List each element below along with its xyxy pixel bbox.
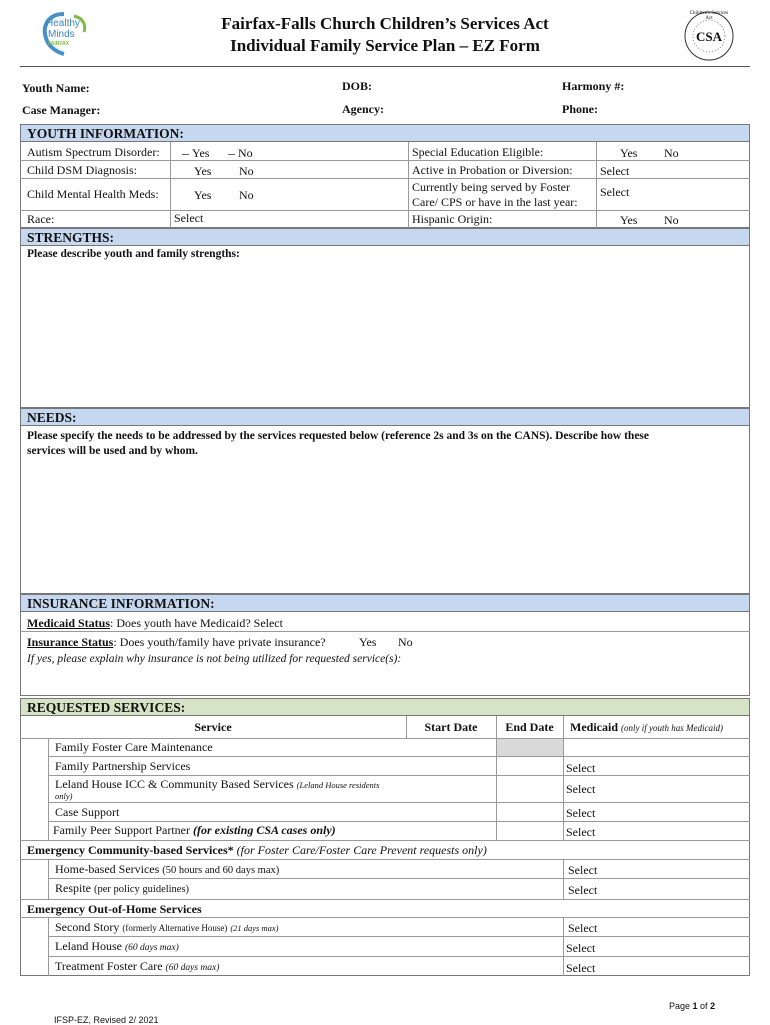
needs-heading: NEEDS: xyxy=(20,408,750,426)
strengths-prompt: Please describe youth and family strengths: xyxy=(27,248,240,260)
requested-services-heading: REQUESTED SERVICES: xyxy=(20,698,750,716)
grid-line xyxy=(48,917,49,976)
csa-seal xyxy=(680,10,738,62)
grid-line xyxy=(20,840,750,841)
dsm-label: Child DSM Diagnosis: xyxy=(27,163,138,177)
service-family-foster-care: Family Foster Care Maintenance xyxy=(55,740,213,754)
service-family-peer-support: Family Peer Support Partner (for existing CSA cases only) xyxy=(53,823,336,837)
grid-line xyxy=(170,142,171,228)
service-second-story: Second Story (formerly Alternative House) (21 days max) xyxy=(55,920,279,934)
col-start-date: Start Date xyxy=(424,720,478,734)
phone-label[interactable]: Phone: xyxy=(562,102,598,116)
meds-no[interactable]: No xyxy=(239,188,254,202)
service-home-based: Home-based Services (50 hours and 60 days max) xyxy=(55,862,280,876)
grid-line xyxy=(48,775,750,776)
dsm-no[interactable]: No xyxy=(239,164,254,178)
grid-line xyxy=(20,738,750,739)
select-treatment-foster-care[interactable]: Select xyxy=(566,961,596,975)
grid-line xyxy=(48,956,750,957)
needs-prompt-line1: Please specify the needs to be addressed by the services requested below (reference 2s and 3s on the CANS). Describe how these xyxy=(27,430,649,442)
insurance-explain-prompt[interactable]: If yes, please explain why insurance is not being utilized for requested service(s): xyxy=(27,653,402,665)
harmony-label[interactable]: Harmony #: xyxy=(562,79,625,93)
meds-label: Child Mental Health Meds: xyxy=(27,187,159,201)
grid-line xyxy=(48,878,750,879)
dob-label[interactable]: DOB: xyxy=(342,79,372,93)
foster-select[interactable]: Select xyxy=(600,185,630,199)
medicaid-status: Medicaid Status: Does youth have Medicaid? Select xyxy=(27,616,283,630)
sped-yes[interactable]: Yes xyxy=(620,146,638,160)
grid-line xyxy=(48,859,49,899)
logo-text-fairfax: FAIRFAX xyxy=(48,41,70,47)
select-home-based[interactable]: Select xyxy=(568,863,598,877)
col-service: Service xyxy=(194,720,232,734)
grid-line xyxy=(20,631,750,632)
grid-line xyxy=(20,178,750,179)
strengths-textarea[interactable] xyxy=(20,246,750,408)
grid-line xyxy=(20,899,750,900)
insurance-no[interactable]: No xyxy=(398,635,413,649)
grid-line xyxy=(20,917,750,918)
grid-line xyxy=(48,802,750,803)
service-family-partnership: Family Partnership Services xyxy=(55,759,191,773)
hispanic-no[interactable]: No xyxy=(664,213,679,227)
autism-yes[interactable]: Yes xyxy=(182,146,209,161)
race-label: Race: xyxy=(27,212,55,226)
hispanic-label: Hispanic Origin: xyxy=(412,212,493,226)
autism-no[interactable]: No xyxy=(228,146,253,161)
case-manager-label[interactable]: Case Manager: xyxy=(22,103,101,117)
select-leland-house-icc[interactable]: Select xyxy=(566,782,596,796)
insurance-yes[interactable]: Yes xyxy=(359,635,377,649)
probation-label: Active in Probation or Diversion: xyxy=(412,163,573,177)
select-second-story[interactable]: Select xyxy=(568,921,598,935)
sped-label: Special Education Eligible: xyxy=(412,145,544,159)
grid-line xyxy=(48,738,49,840)
form-title-line2: Individual Family Service Plan – EZ Form xyxy=(230,36,540,55)
service-leland-house: Leland House (60 days max) xyxy=(55,939,179,953)
meds-yes[interactable]: Yes xyxy=(194,188,212,202)
service-leland-house-icc: Leland House ICC & Community Based Services (Leland House residents xyxy=(55,777,380,791)
emergency-community-heading: Emergency Community-based Services* (for Foster Care/Foster Care Prevent requests only) xyxy=(27,843,487,857)
grid-line xyxy=(48,936,750,937)
col-medicaid: Medicaid (only if youth has Medicaid) xyxy=(570,720,723,734)
service-treatment-foster-care: Treatment Foster Care (60 days max) xyxy=(55,959,220,973)
race-select[interactable]: Select xyxy=(174,211,204,225)
end-date-shaded xyxy=(497,738,563,756)
logo-text-healthy: Healthy xyxy=(46,18,80,29)
sped-no[interactable]: No xyxy=(664,146,679,160)
revision-note: IFSP-EZ, Revised 2/ 2021 xyxy=(54,1015,159,1025)
probation-select[interactable]: Select xyxy=(600,164,630,178)
seal-ring-text: Children's Services Act xyxy=(689,11,729,21)
grid-line xyxy=(596,142,597,228)
col-end-date: End Date xyxy=(505,720,554,734)
insurance-heading: INSURANCE INFORMATION: xyxy=(20,594,750,612)
select-leland-house[interactable]: Select xyxy=(566,941,596,955)
select-family-partnership[interactable]: Select xyxy=(566,761,596,775)
select-respite[interactable]: Select xyxy=(568,883,598,897)
leland-note-cont: only) xyxy=(55,791,73,801)
dsm-yes[interactable]: Yes xyxy=(194,164,212,178)
service-respite: Respite (per policy guidelines) xyxy=(55,881,190,895)
grid-line xyxy=(563,917,564,976)
grid-line xyxy=(48,756,750,757)
needs-prompt-line2: services will be used and by whom. xyxy=(27,445,198,457)
select-case-support[interactable]: Select xyxy=(566,806,596,820)
form-title-line1: Fairfax-Falls Church Children’s Services Act xyxy=(221,14,549,33)
medicaid-question[interactable]: : Does youth have Medicaid? Select xyxy=(110,616,283,630)
foster-label-line2: Care/ CPS or have in the last year: xyxy=(412,195,578,209)
insurance-status: Insurance Status: Does youth/family have private insurance? xyxy=(27,635,326,649)
seal-text: CSA xyxy=(695,29,722,44)
grid-line xyxy=(20,160,750,161)
agency-label[interactable]: Agency: xyxy=(342,102,384,116)
logo-text-minds: Minds xyxy=(48,29,75,40)
select-family-peer-support[interactable]: Select xyxy=(566,825,596,839)
grid-line xyxy=(20,210,750,211)
grid-line xyxy=(563,859,564,899)
strengths-heading: STRENGTHS: xyxy=(20,228,750,246)
page-number: Page 1 of 2 xyxy=(669,1001,716,1011)
grid-line xyxy=(48,821,750,822)
emergency-ooh-heading: Emergency Out-of-Home Services xyxy=(27,902,202,916)
youth-name-label[interactable]: Youth Name: xyxy=(22,81,90,95)
grid-line xyxy=(20,859,750,860)
header-rule xyxy=(20,66,750,67)
service-case-support: Case Support xyxy=(55,805,120,819)
grid-line xyxy=(408,142,409,228)
autism-label: Autism Spectrum Disorder: xyxy=(27,145,160,159)
hispanic-yes[interactable]: Yes xyxy=(620,213,638,227)
youth-information-heading: YOUTH INFORMATION: xyxy=(20,124,750,142)
foster-label-line1: Currently being served by Foster xyxy=(412,180,570,194)
